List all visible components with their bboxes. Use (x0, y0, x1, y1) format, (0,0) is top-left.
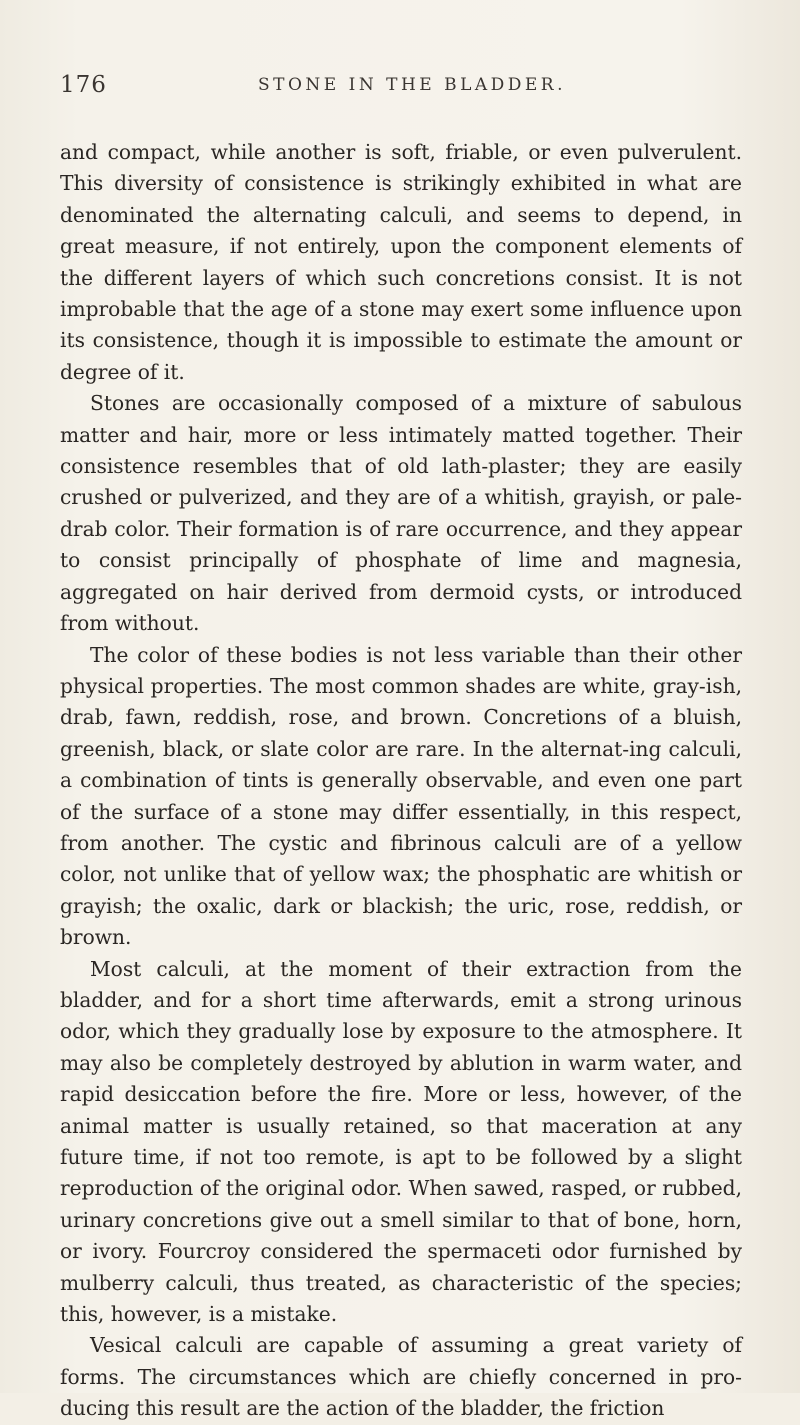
body-text (60, 137, 742, 1425)
running-title: STONE IN THE BLADDER. (258, 75, 567, 95)
page-number: 176 (60, 72, 107, 98)
paragraph-forms: Vesical calculi are capable of assuming a great variety of forms. The circumstances which are chiefly concerned in pro-ducing this result are the action of the bladder, the friction (60, 1333, 742, 1421)
paragraph-odor: Most calculi, at the moment of their extraction from the bladder, and for a short time afterwards, emit a strong urinous odor, which they gradually lose by exposure to the atmosphere. It may also be completely destroyed by ablution in warm water, and rapid desiccation before the fire. More or less, however, of the animal matter is usually retained, so that maceration at any future time, if not too remote, is apt to be followed by a slight reproduction of the original odor. When sawed, rasped, or rubbed, urinary concretions give out a smell similar to that of bone, horn, or ivory. Fourcroy considered the spermaceti odor furnished by mulberry calculi, thus treated, as characteristic of the species; this, however, is a mistake. (60, 956, 742, 1327)
paragraph-continuation: and compact, while another is soft, friable, or even pulverulent. This diversity of consistence is strikingly exhibited in what are denominated the alternating calculi, and seems to depend, in great measure, if not entirely, upon the component elements of the different layers of which such concretions consist. It is not improbable that the age of a stone may exert some influence upon its consistence, though it is impossible to estimate the amount or degree of it. (60, 140, 742, 384)
running-head (60, 72, 740, 106)
paragraph-sabulous-stones: Stones are occasionally composed of a mixture of sabulous matter and hair, more or less intimately matted together. Their consistence resembles that of old lath-plaster; they are easily crushed or pulverized, and they are of a whitish, grayish, or pale-drab color. Their formation is of rare occurrence, and they appear to consist principally of phosphate of lime and magnesia, aggregated on hair derived from dermoid cysts, or introduced from without. (60, 391, 742, 636)
paragraph-color: The color of these bodies is not less variable than their other physical properties. The most common shades are white, gray-ish, drab, fawn, reddish, rose, and brown. Concretions of a bluish, greenish, black, or slate color are rare. In the alternat-ing calculi, a combination of tints is generally observable, and even one part of the surface of a stone may differ essentially, in this respect, from another. The cystic and fibrinous calculi are of a yellow color, not unlike that of yellow wax; the phosphatic are whitish or grayish; the oxalic, dark or blackish; the uric, rose, reddish, or brown. (60, 642, 742, 950)
